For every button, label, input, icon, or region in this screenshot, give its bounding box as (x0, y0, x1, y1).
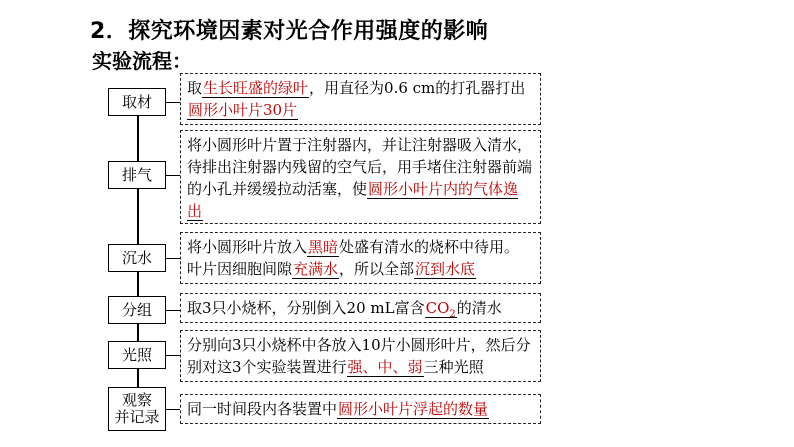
answer-blank: 圆形小叶片内的气体逸出 (187, 180, 519, 220)
answer-blank: 沉到水底 (415, 260, 476, 278)
answer-blank: 强、中、弱 (347, 358, 423, 376)
step-connector (166, 102, 180, 103)
section-subtitle: 实验流程： (92, 49, 192, 73)
step-desc-guancha: 同一时间段内各装置中圆形小叶片浮起的数量 (180, 394, 541, 424)
step-connector (166, 310, 180, 311)
step-desc-paiqi: 将小圆形叶片置于注射器内，并让注射器吸入清水，待排出注射器内残留的空气后，用手堵住注射器前端的小孔并缓缓拉动活塞，使圆形小叶片内的气体逸出 (180, 130, 541, 224)
step-box-qucai: 取材 (108, 88, 166, 116)
step-box-chenshui: 沉水 (108, 244, 166, 272)
step-connector (166, 409, 180, 410)
answer-blank: 圆形小叶片30片 (188, 101, 298, 119)
step-box-paiqi: 排气 (108, 161, 166, 189)
step-box-guangzhao: 光照 (108, 341, 166, 369)
step-connector (166, 258, 180, 259)
step-box-fenzu: 分组 (108, 296, 166, 324)
step-desc-guangzhao: 分别向3只小烧杯中各放入10片小圆形叶片，然后分别对这3个实验装置进行强、中、弱三种光照 (180, 330, 541, 382)
section-title: 2．探究环境因素对光合作用强度的影响 (90, 19, 489, 44)
answer-blank: 生长旺盛的绿叶 (203, 79, 309, 97)
step-connector (166, 175, 180, 176)
step-box-guancha: 观察 并记录 (108, 387, 166, 431)
step-connector (166, 355, 180, 356)
step-desc-chenshui: 将小圆形叶片放入黑暗处盛有清水的烧杯中待用。叶片因细胞间隙充满水，所以全部沉到水底 (180, 232, 541, 284)
answer-blank: 充满水 (293, 260, 339, 278)
step-desc-fenzu: 取3只小烧杯，分别倒入20 mL富含$CO_2$的清水 (180, 293, 541, 323)
answer-blank: $CO_2$ (425, 299, 456, 320)
answer-blank: 圆形小叶片浮起的数量 (338, 400, 489, 418)
step-desc-qucai: 取生长旺盛的绿叶，用直径为0.6 cm的打孔器打出 圆形小叶片30片 (180, 73, 541, 125)
answer-blank: 黑暗 (308, 238, 339, 256)
